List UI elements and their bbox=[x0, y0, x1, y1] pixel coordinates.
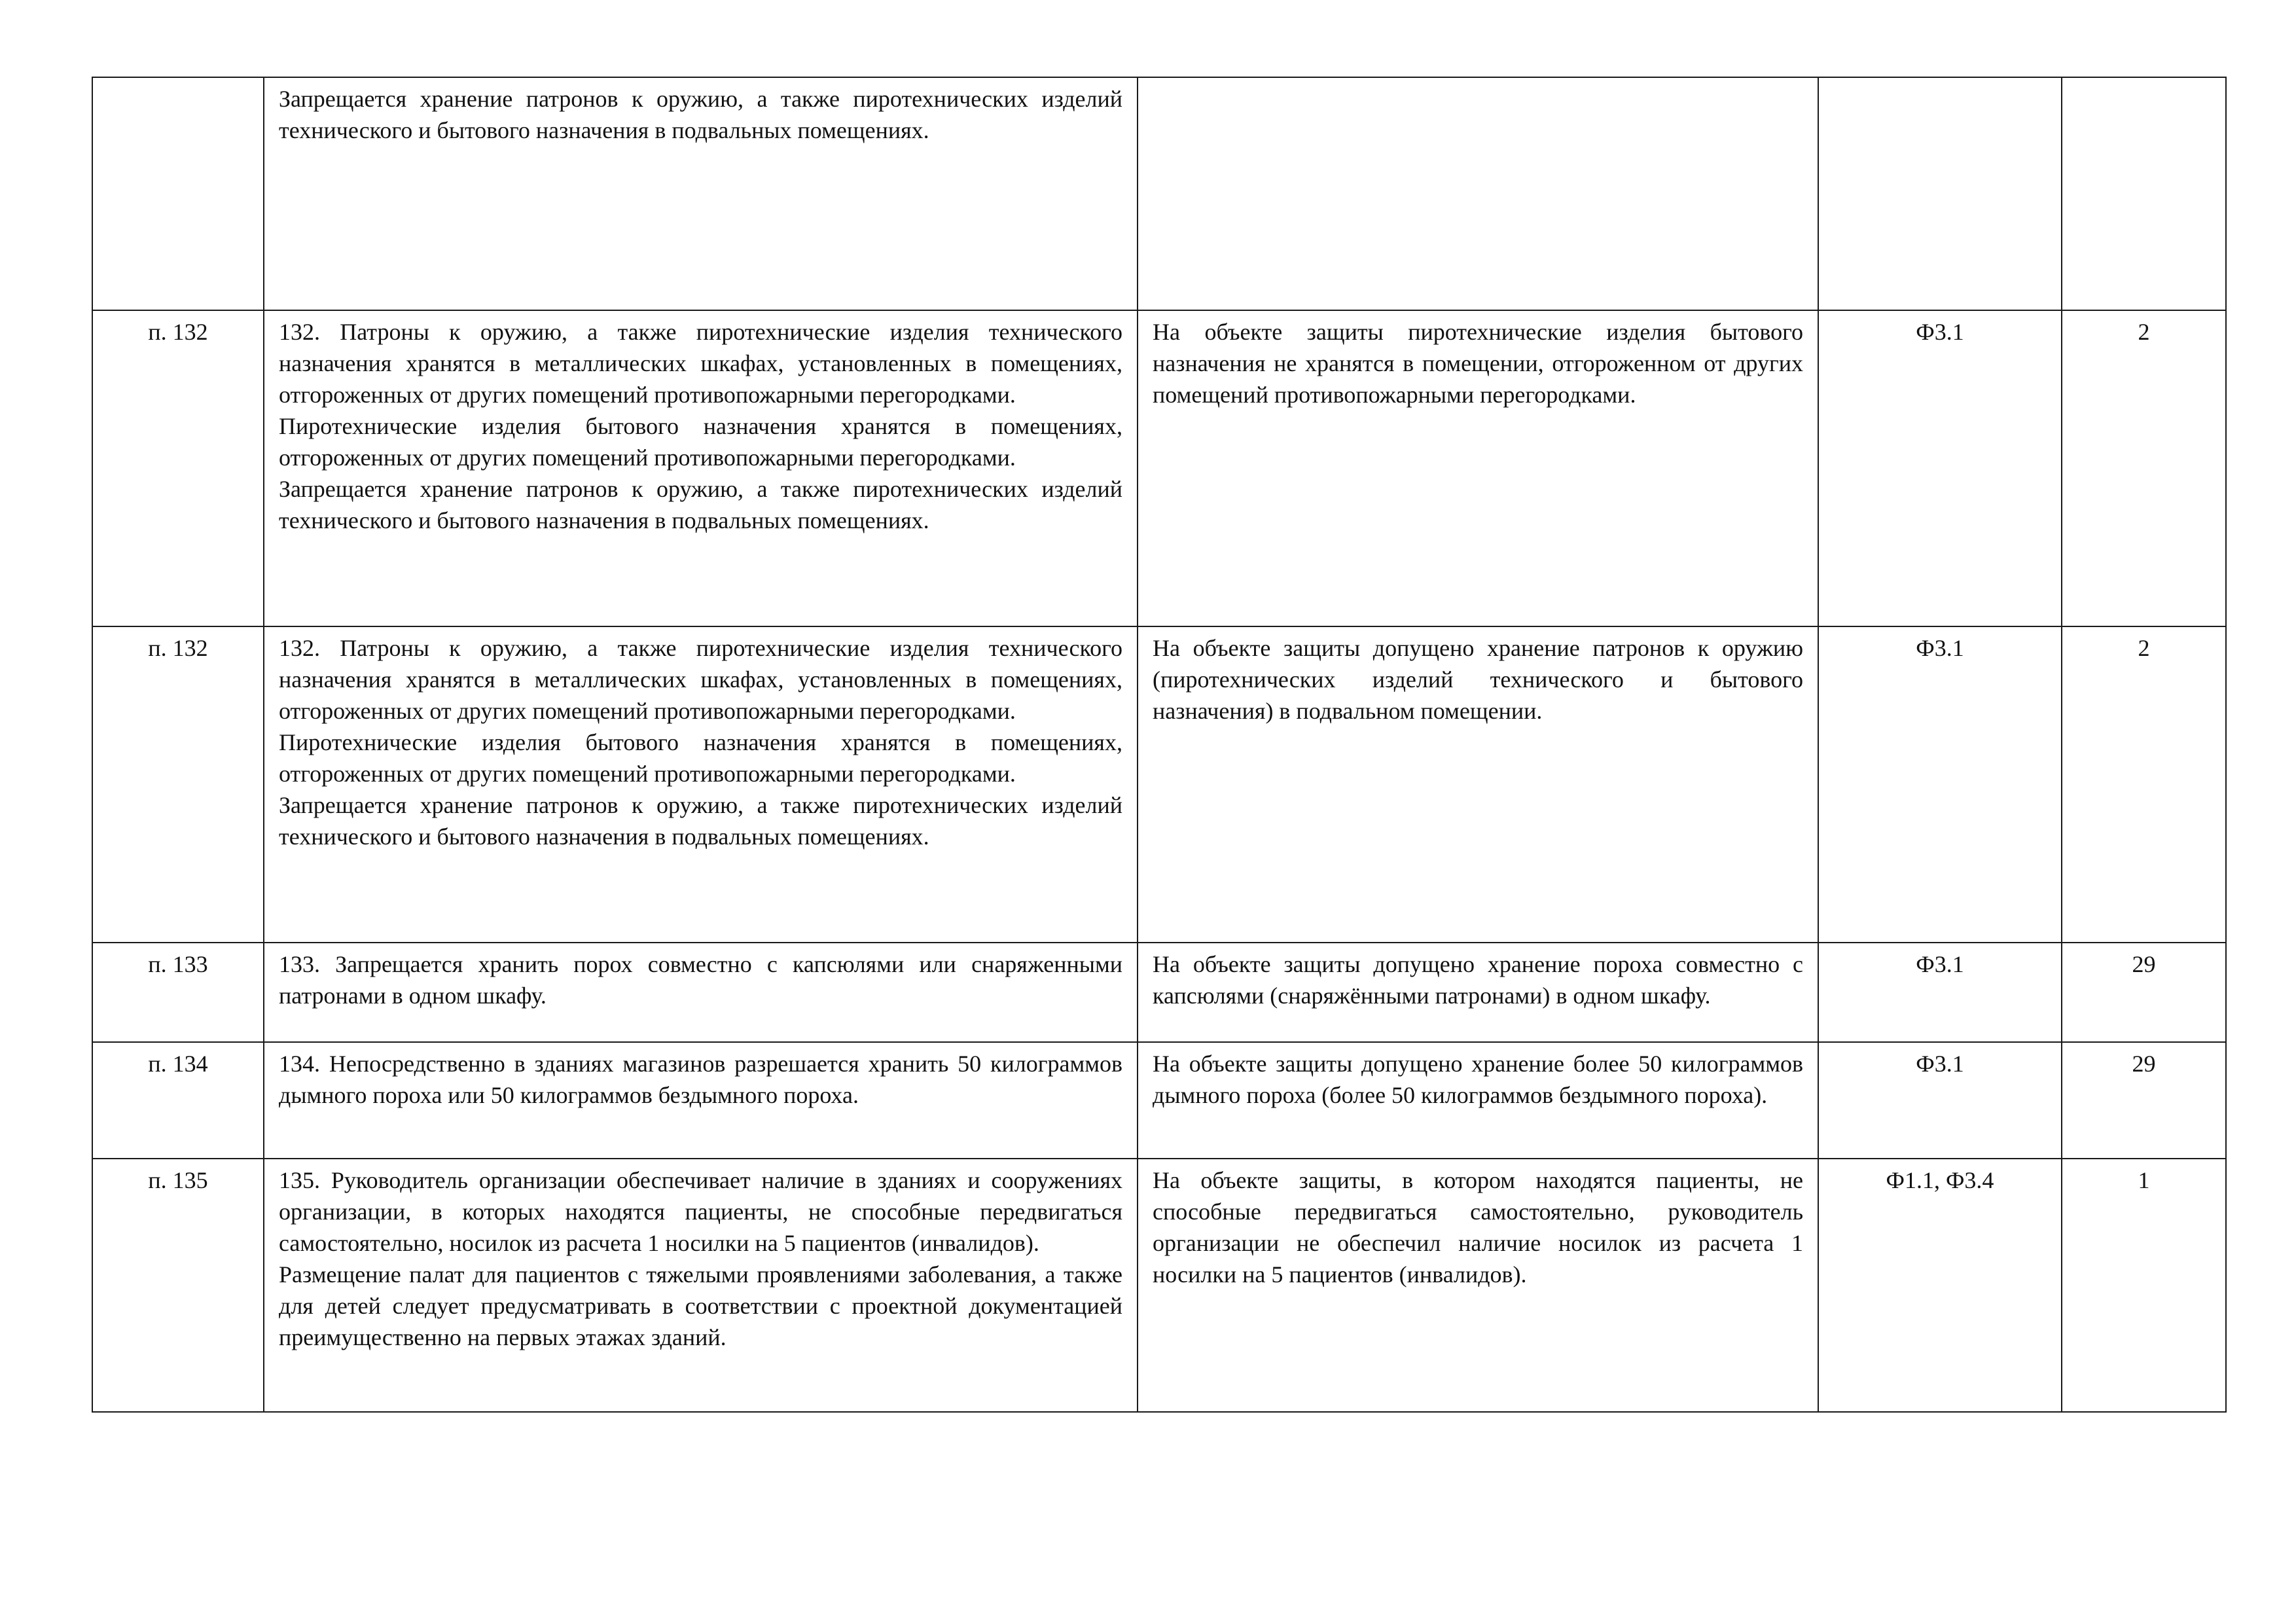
requirements-table bbox=[92, 77, 2227, 1413]
clause-ref-cell: п. 135 bbox=[92, 1159, 264, 1412]
requirement-paragraph: 132. Патроны к оружию, а также пиротехнические изделия технического назначения хранятся в металлических шкафах, установленных в помещениях, отгороженных от других помещений противопожарными перегородками. bbox=[279, 635, 1122, 724]
class-cell: Ф1.1, Ф3.4 bbox=[1818, 1159, 2062, 1412]
count-cell: 2 bbox=[2062, 626, 2226, 943]
requirement-paragraph: 133. Запрещается хранить порох совместно с капсюлями или снаряженными патронами в одном шкафу. bbox=[279, 951, 1122, 1009]
table-body bbox=[92, 77, 2226, 1412]
violation-cell: На объекте защиты допущено хранение патронов к оружию (пиротехнических изделий технического и бытового назначения) в подвальном помещении. bbox=[1138, 626, 1818, 943]
clause-ref-cell: п. 133 bbox=[92, 943, 264, 1042]
requirement-paragraph: Запрещается хранение патронов к оружию, а также пиротехнических изделий технического и бытового назначения в подвальных помещениях. bbox=[279, 86, 1122, 143]
violation-cell: На объекте защиты допущено хранение пороха совместно с капсюлями (снаряжёнными патронами) в одном шкафу. bbox=[1138, 943, 1818, 1042]
class-cell: Ф3.1 bbox=[1818, 943, 2062, 1042]
count-cell: 29 bbox=[2062, 943, 2226, 1042]
violation-cell: На объекте защиты пиротехнические изделия бытового назначения не хранятся в помещении, отгороженном от других помещений противопожарными перегородками. bbox=[1138, 310, 1818, 626]
clause-ref-cell: п. 132 bbox=[92, 310, 264, 626]
violation-cell bbox=[1138, 77, 1818, 310]
table-row bbox=[92, 626, 2226, 943]
table-row bbox=[92, 77, 2226, 310]
count-cell: 29 bbox=[2062, 1042, 2226, 1159]
requirement-paragraph: Пиротехнические изделия бытового назначения хранятся в помещениях, отгороженных от других помещений противопожарными перегородками. bbox=[279, 729, 1122, 787]
table-row bbox=[92, 310, 2226, 626]
requirement-paragraph: 135. Руководитель организации обеспечивает наличие в зданиях и сооружениях организации, в которых находятся пациенты, не способные передвигаться самостоятельно, носилок из расчета 1 носилки на 5 пациентов (инвалидов). bbox=[279, 1167, 1122, 1256]
requirement-paragraph: Запрещается хранение патронов к оружию, а также пиротехнических изделий технического и бытового назначения в подвальных помещениях. bbox=[279, 476, 1122, 533]
count-cell: 1 bbox=[2062, 1159, 2226, 1412]
class-cell: Ф3.1 bbox=[1818, 626, 2062, 943]
requirement-paragraph: Пиротехнические изделия бытового назначения хранятся в помещениях, отгороженных от других помещений противопожарными перегородками. bbox=[279, 413, 1122, 471]
class-cell: Ф3.1 bbox=[1818, 1042, 2062, 1159]
requirement-paragraph: 132. Патроны к оружию, а также пиротехнические изделия технического назначения хранятся в металлических шкафах, установленных в помещениях, отгороженных от других помещений противопожарными перегородками. bbox=[279, 319, 1122, 408]
clause-ref-cell: п. 132 bbox=[92, 626, 264, 943]
violation-cell: На объекте защиты допущено хранение более 50 килограммов дымного пороха (более 50 килограммов бездымного пороха). bbox=[1138, 1042, 1818, 1159]
class-cell bbox=[1818, 77, 2062, 310]
clause-ref-cell bbox=[92, 77, 264, 310]
requirement-cell bbox=[264, 626, 1138, 943]
count-cell: 2 bbox=[2062, 310, 2226, 626]
requirement-paragraph: 134. Непосредственно в зданиях магазинов разрешается хранить 50 килограммов дымного пороха или 50 килограммов бездымного пороха. bbox=[279, 1051, 1122, 1108]
requirement-cell bbox=[264, 310, 1138, 626]
requirement-cell bbox=[264, 1159, 1138, 1412]
count-cell bbox=[2062, 77, 2226, 310]
requirement-cell bbox=[264, 943, 1138, 1042]
requirement-cell bbox=[264, 77, 1138, 310]
clause-ref-cell: п. 134 bbox=[92, 1042, 264, 1159]
table-row bbox=[92, 943, 2226, 1042]
violation-cell: На объекте защиты, в котором находятся пациенты, не способные передвигаться самостоятельно, руководитель организации не обеспечил наличие носилок из расчета 1 носилки на 5 пациентов (инвалидов). bbox=[1138, 1159, 1818, 1412]
class-cell: Ф3.1 bbox=[1818, 310, 2062, 626]
table-row bbox=[92, 1159, 2226, 1412]
requirement-cell bbox=[264, 1042, 1138, 1159]
requirement-paragraph: Размещение палат для пациентов с тяжелыми проявлениями заболевания, а также для детей следует предусматривать в соответствии с проектной документацией преимущественно на первых этажах зданий. bbox=[279, 1261, 1122, 1350]
requirement-paragraph: Запрещается хранение патронов к оружию, а также пиротехнических изделий технического и бытового назначения в подвальных помещениях. bbox=[279, 792, 1122, 850]
table-row bbox=[92, 1042, 2226, 1159]
